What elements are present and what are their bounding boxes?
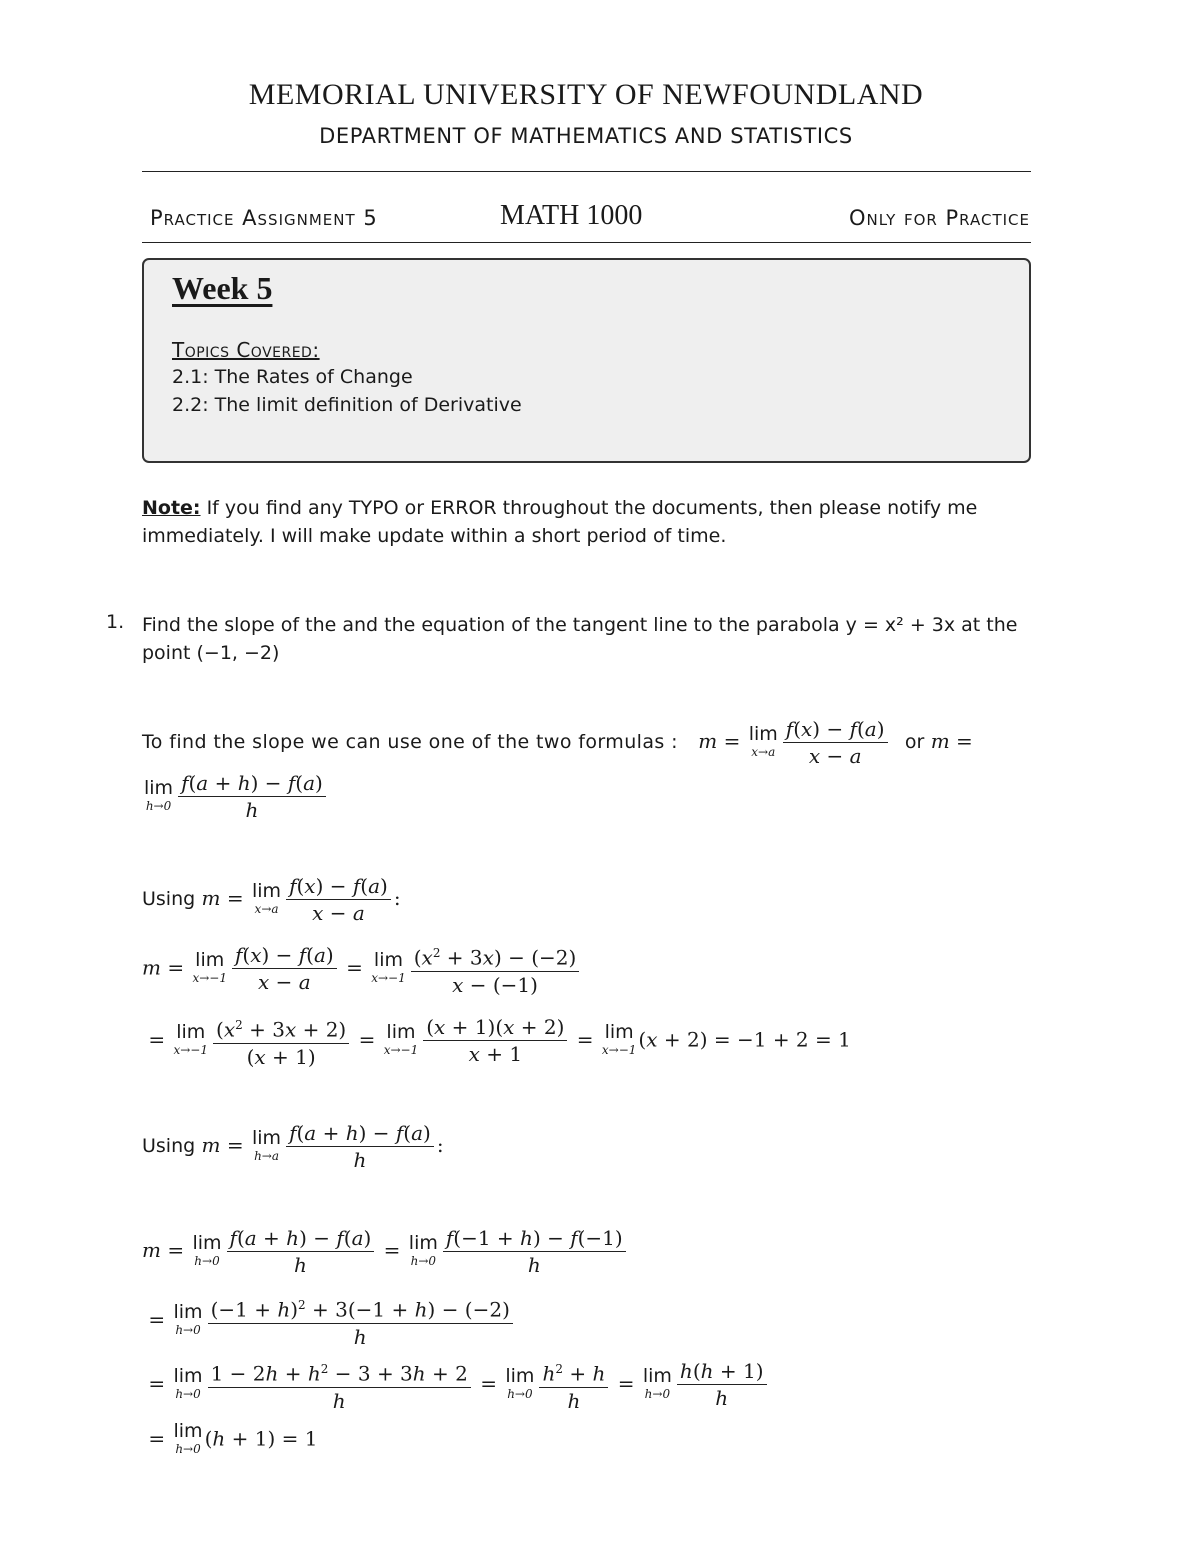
formula-intro-line: To find the slope we can use one of the two formulas : m = lim x→a $\frac{f(x) - f(a)}{x - a}$ or m = bbox=[142, 717, 973, 768]
derivation-2-line-3: = lim h→0 $\frac{1 - 2h + h^2 - 3 + 3h + 2}{h}$ = lim h→0 $\frac{h^2 + h}{h}$ = lim h→0 $\frac{h(h + 1)}{h}$ bbox=[142, 1356, 770, 1414]
course-code: MATH 1000 bbox=[500, 200, 643, 231]
university-name: MEMORIAL UNIVERSITY OF NEWFOUNDLAND bbox=[248, 78, 924, 111]
question-text: Find the slope of the and the equation of the tangent line to the parabola y = x² + 3x at the point (−1, −2) bbox=[142, 614, 1018, 664]
formula-intro-text: To find the slope we can use one of the two formulas : bbox=[142, 731, 678, 753]
header-rule-bottom bbox=[142, 242, 1031, 243]
using-label: Using bbox=[142, 888, 196, 910]
using-label: Using bbox=[142, 1135, 196, 1157]
assignment-label: Practice Assignment 5 bbox=[150, 206, 378, 230]
derivation-1-line-1: m = lim x→−1 $\frac{f(x) - f(a)}{x - a}$ = lim x→−1 $\frac{(x^2 + 3x) - (-2)}{x - (-1)}$ bbox=[142, 940, 582, 998]
derivation-2-line-2: = lim h→0 $\frac{(-1 + h)^2 + 3(-1 + h) - (-2)}{h}$ bbox=[142, 1292, 516, 1350]
topics-heading: Topics Covered: bbox=[172, 338, 320, 362]
topic-item: 2.1: The Rates of Change bbox=[172, 366, 413, 388]
question-number: 1. bbox=[106, 611, 125, 633]
using-method-1: Using m = lim x→a $\frac{f(x) - f(a)}{x - a}$ : bbox=[142, 874, 401, 925]
note-paragraph bbox=[142, 494, 1031, 550]
derivation-1-line-2: = lim x→−1 $\frac{(x^2 + 3x + 2)}{(x + 1)}$ = lim x→−1 $\frac{(x + 1)(x + 2)}{x + 1}$ = lim x→−1 (x + 2) = −1 + 2 = 1 bbox=[142, 1012, 851, 1070]
using-method-2: Using m = lim h→a $\frac{f(a + h) - f(a)}{h}$ : bbox=[142, 1121, 444, 1172]
practice-label: Only for Practice bbox=[849, 206, 1030, 230]
week-title: Week 5 bbox=[172, 270, 273, 306]
formula-second-line: lim h→0 $\frac{f(a + h) - f(a)}{h}$ bbox=[142, 770, 329, 823]
header-rule-top bbox=[142, 171, 1031, 172]
derivation-2-line-1: m = lim h→0 $\frac{f(a + h) - f(a)}{h}$ = lim h→0 $\frac{f(-1 + h) - f(-1)}{h}$ bbox=[142, 1225, 629, 1278]
topic-item: 2.2: The limit definition of Derivative bbox=[172, 394, 522, 416]
note-label: Note: bbox=[142, 497, 201, 519]
or-text: or bbox=[904, 731, 925, 753]
department-name: DEPARTMENT OF MATHEMATICS AND STATISTICS bbox=[319, 124, 853, 148]
note-text: If you find any TYPO or ERROR throughout the documents, then please notify me immediately. I will make update within a short period of time. bbox=[142, 497, 978, 547]
derivation-2-line-4: = lim h→0 (h + 1) = 1 bbox=[142, 1420, 318, 1456]
